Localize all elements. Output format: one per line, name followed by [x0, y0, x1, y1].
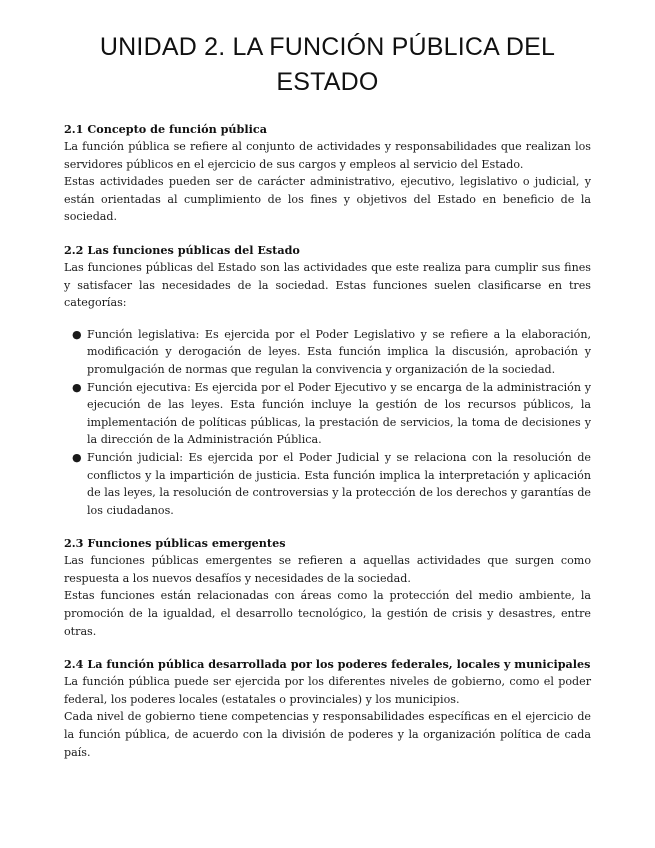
bullet-icon: ●: [72, 327, 82, 341]
section-paragraph: Las funciones públicas del Estado son las actividades que este realiza para cumplir sus fines y satisfacer las necesidades de la sociedad. Estas funciones suelen clasificarse en tres categorías:: [64, 260, 591, 310]
section-heading: 2.1 Concepto de función pública: [64, 122, 267, 136]
section-paragraph: Estas funciones están relacionadas con áreas como la protección del medio ambiente, la promoción de la igualdad, el desarrollo tecnológico, la gestión de crisis y desastres, entre otras.: [64, 589, 591, 638]
list-item: [72, 326, 591, 379]
section-2-3: [64, 535, 591, 640]
list-item-text: Función judicial: Es ejercida por el Poder Judicial y se relaciona con la resolución de conflictos y la impartición de justicia. Esta función implica la interpretación y aplicación de las leyes, la resolución de controversias y la protección de los derechos y garantías de los ciudadanos.: [87, 450, 591, 517]
section-heading: 2.2 Las funciones públicas del Estado: [64, 242, 300, 257]
bullet-icon: ●: [72, 450, 82, 464]
page-title: UNIDAD 2. LA FUNCIÓN PÚBLICA DEL ESTADO: [99, 33, 556, 96]
document-page: [64, 30, 591, 761]
section-heading: 2.3 Funciones públicas emergentes: [64, 536, 286, 551]
bullet-list: [64, 326, 591, 520]
section-paragraph: La función pública puede ser ejercida por los diferentes niveles de gobierno, como el poder federal, los poderes locales (estatales o provinciales) y los municipios.: [64, 675, 591, 706]
list-item-text: Función legislativa: Es ejercida por el Poder Legislativo y se refiere a la elaboración, modificación y derogación de leyes. Esta función implica la discusión, aprobación y promulgación de normas que regulan la convivencia y organización de la sociedad.: [87, 327, 591, 376]
section-2-2: [64, 242, 591, 519]
list-item-text: Función ejecutiva: Es ejercida por el Poder Ejecutivo y se encarga de la administración y ejecución de las leyes. Esta función incluye la gestión de los recursos públicos, la implementación de políticas públicas, la prestación de servicios, la toma de decisiones y la dirección de la Administración Pública.: [87, 380, 591, 447]
section-2-1: [64, 121, 591, 226]
section-paragraph: Estas actividades pueden ser de carácter administrativo, ejecutivo, legislativo o judicial, y están orientadas al cumplimiento de los fines y objetivos del Estado en beneficio de la sociedad.: [64, 175, 591, 224]
section-paragraph: Las funciones públicas emergentes se refieren a aquellas actividades que surgen como respuesta a los nuevos desafíos y necesidades de la sociedad.: [64, 554, 591, 585]
section-heading: 2.4 La función pública desarrollada por los poderes federales, locales y municipales: [64, 657, 591, 672]
section-paragraph: Cada nivel de gobierno tiene competencias y responsabilidades específicas en el ejercicio de la función pública, de acuerdo con la división de poderes y la organización política de cada país.: [64, 710, 591, 759]
bullet-icon: ●: [72, 380, 82, 394]
section-paragraph: La función pública se refiere al conjunto de actividades y responsabilidades que realizan los servidores públicos en el ejercicio de sus cargos y empleos al servicio del Estado.: [64, 140, 591, 171]
list-item: [72, 379, 591, 449]
section-2-4: [64, 656, 591, 761]
list-item: [72, 449, 591, 519]
